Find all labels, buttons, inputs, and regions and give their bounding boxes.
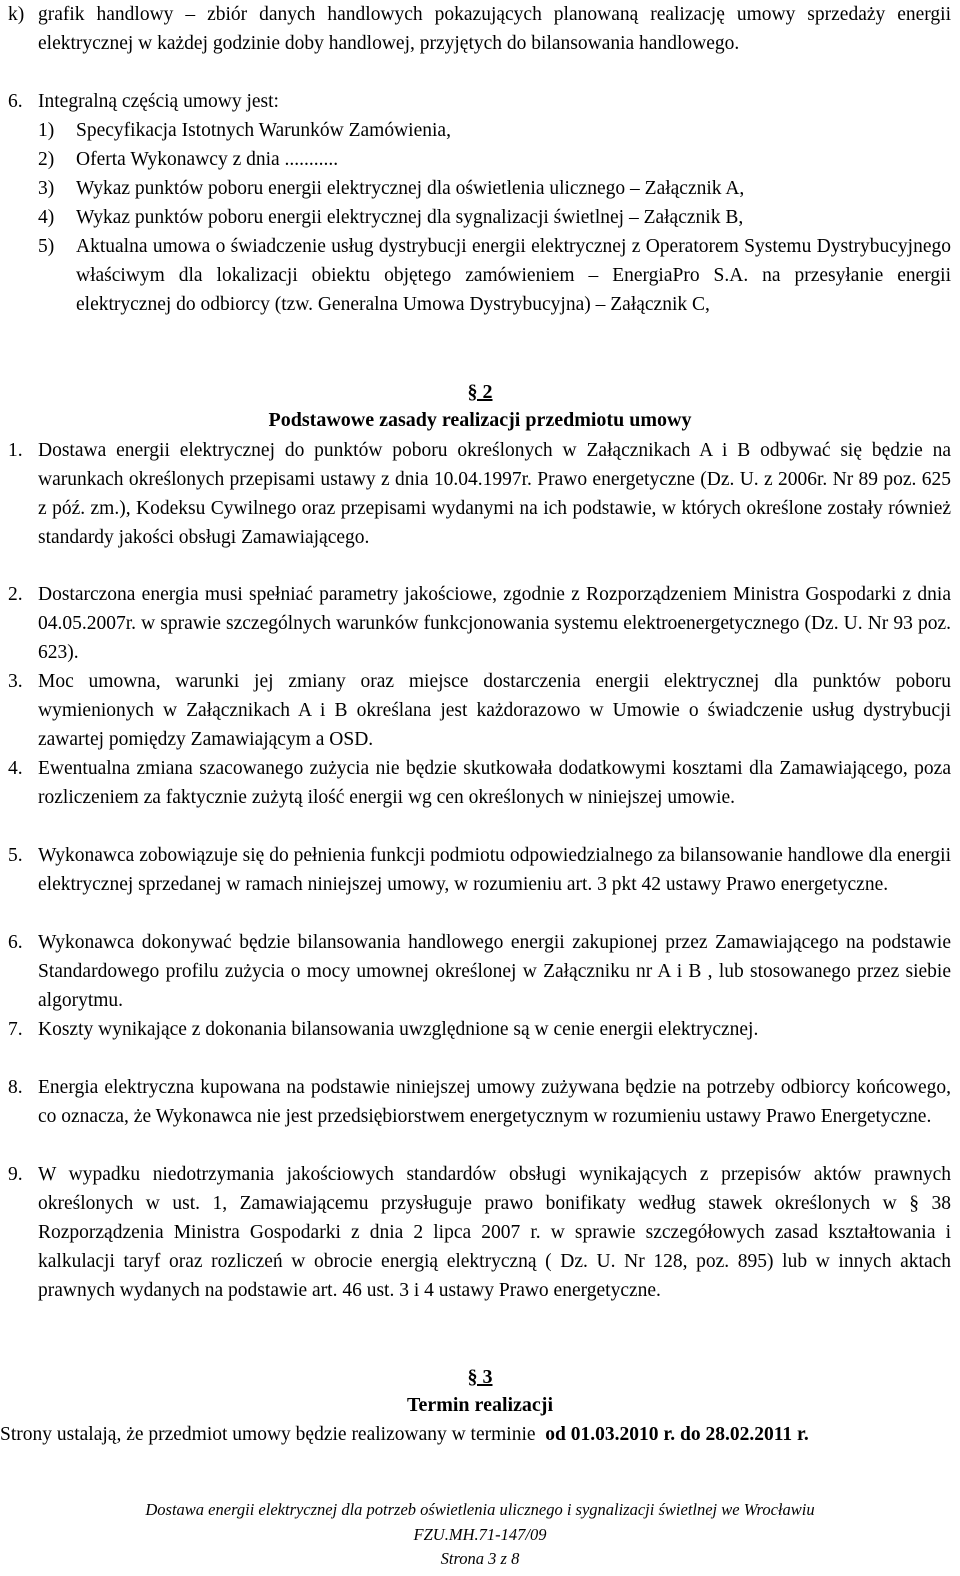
list-item-label: 3) <box>38 178 55 199</box>
footer-title: Dostawa energii elektrycznej dla potrzeb oświetlenia ulicznego i sygnalizacji świetlnej we Wrocławiu <box>145 1500 815 1519</box>
footer-page-number: Strona 3 z 8 <box>440 1549 520 1568</box>
list-item-text: Aktualna umowa o świadczenie usług dystrybucji energii elektrycznej z Operatorem Systemu Dystrybucyjnego właściwym dla lokalizacji obiektu objętego zamówieniem – EnergiaPro S.A. na przesyłanie energii elektrycznej do odbiorcy (tzw. Generalna Umowa Dystrybucyjna) – Załącznik C, <box>76 236 951 315</box>
list-item-label: 1) <box>38 120 55 141</box>
point-label: 1. <box>8 440 23 461</box>
point-label: 3. <box>8 671 23 692</box>
list-item-text: Specyfikacja Istotnych Warunków Zamówienia, <box>76 120 451 141</box>
point-label: 9. <box>8 1164 23 1185</box>
section-3-title: Termin realizacji <box>406 1394 554 1416</box>
point-text-6: Integralną częścią umowy jest: <box>38 91 279 112</box>
point-label: 8. <box>8 1077 23 1098</box>
point-label: 7. <box>8 1019 23 1040</box>
term-paragraph <box>0 1420 951 1449</box>
list-item-label: 5) <box>38 236 55 257</box>
list-item-label: 4) <box>38 207 55 228</box>
point-text: Dostarczona energia musi spełniać parametry jakościowe, zgodnie z Rozporządzeniem Ministra Gospodarki z dnia 04.05.2007r. w sprawie szczególnych warunków funkcjonowania systemu elektroenergetycznego (Dz. U. Nr 93 poz. 623). <box>38 584 951 663</box>
point-label: 2. <box>8 584 23 605</box>
point-text: Ewentualna zmiana szacowanego zużycia nie będzie skutkowała dodatkowymi kosztami dla Zamawiającego, poza rozliczeniem za faktycznie zużytą ilość energii wg cen określonych w niniejszej umowie. <box>38 758 951 808</box>
point-text: Koszty wynikające z dokonania bilansowania uwzględnione są w cenie energii elektrycznej. <box>38 1019 759 1040</box>
point-text: Moc umowna, warunki jej zmiany oraz miejsce dostarczenia energii elektrycznej dla punktów poboru wymienionych w Załącznikach A i B określana jest każdorazowo w Umowie o świadczenie usług dystrybucji zawartej pomiędzy Zamawiającym a OSD. <box>38 671 951 750</box>
point-text: Wykonawca zobowiązuje się do pełnienia funkcji podmiotu odpowiedzialnego za bilansowanie handlowe dla energii elektrycznej sprzedanej w ramach niniejszej umowy, w rozumieniu art. 3 pkt 42 ustawy Prawo energetyczne. <box>38 845 951 895</box>
footer-reference: FZU.MH.71-147/09 <box>413 1525 547 1544</box>
item-label-k: k) <box>8 4 25 25</box>
section-2-number: § 2 <box>467 381 493 403</box>
point-text: Dostawa energii elektrycznej do punktów poboru określonych w Załącznikach A i B odbywać się będzie na warunkach określonych przepisami ustawy z dnia 10.04.1997r. Prawo energetyczne (Dz. U. z 2006r. Nr 89 poz. 625 z póź. zm.), Kodeksu Cywilnego oraz przepisami wydanymi na ich podstawie, w których określone zostały również standardy jakości obsługi Zamawiającego. <box>38 440 951 548</box>
term-text: Strony ustalają, że przedmiot umowy będzie realizowany w terminie <box>0 1424 536 1445</box>
list-item-text: Wykaz punktów poboru energii elektrycznej dla sygnalizacji świetlnej – Załącznik B, <box>76 207 744 228</box>
point-label: 6. <box>8 932 23 953</box>
list-item-label: 2) <box>38 149 55 170</box>
point-text: Energia elektryczna kupowana na podstawie niniejszej umowy zużywana będzie na potrzeby odbiorcy końcowego, co oznacza, że Wykonawca nie jest przedsiębiorstwem energetycznym w rozumieniu ustawy Prawo Energetyczne. <box>38 1077 951 1127</box>
section-2-title: Podstawowe zasady realizacji przedmiotu umowy <box>268 409 692 431</box>
item-text-k: grafik handlowy – zbiór danych handlowych pokazujących planowaną realizację umowy sprzedaży energii elektrycznej w każdej godzinie doby handlowej, przyjętych do bilansowania handlowego. <box>38 4 951 54</box>
point-label: 4. <box>8 758 23 779</box>
point-label-6: 6. <box>8 91 23 112</box>
section-3-number: § 3 <box>467 1366 493 1388</box>
point-label: 5. <box>8 845 23 866</box>
list-item-text: Wykaz punktów poboru energii elektrycznej dla oświetlenia ulicznego – Załącznik A, <box>76 178 745 199</box>
point-text: Wykonawca dokonywać będzie bilansowania handlowego energii zakupionej przez Zamawiającego na podstawie Standardowego profilu zużycia o mocy umownej określonej w Załączniku nr A i B , lub stosowanego przez siebie algorytmu. <box>38 932 951 1011</box>
term-dates: od 01.03.2010 r. do 28.02.2011 r. <box>545 1424 809 1445</box>
point-text: W wypadku niedotrzymania jakościowych standardów obsługi wynikających z przepisów aktów prawnych określonych w ust. 1, Zamawiającemu przysługuje prawo bonifikaty według stawek określonych w § 38 Rozporządzenia Ministra Gospodarki z dnia 2 lipca 2007 r. w sprawie szczegółowych zasad kształtowania i kalkulacji taryf oraz rozliczeń w obrocie energią elektryczną ( Dz. U. Nr 128, poz. 895) lub w innych aktach prawnych wydanych na podstawie art. 46 ust. 3 i 4 ustawy Prawo energetyczne. <box>38 1164 951 1301</box>
list-item-text: Oferta Wykonawcy z dnia ........... <box>76 149 339 170</box>
